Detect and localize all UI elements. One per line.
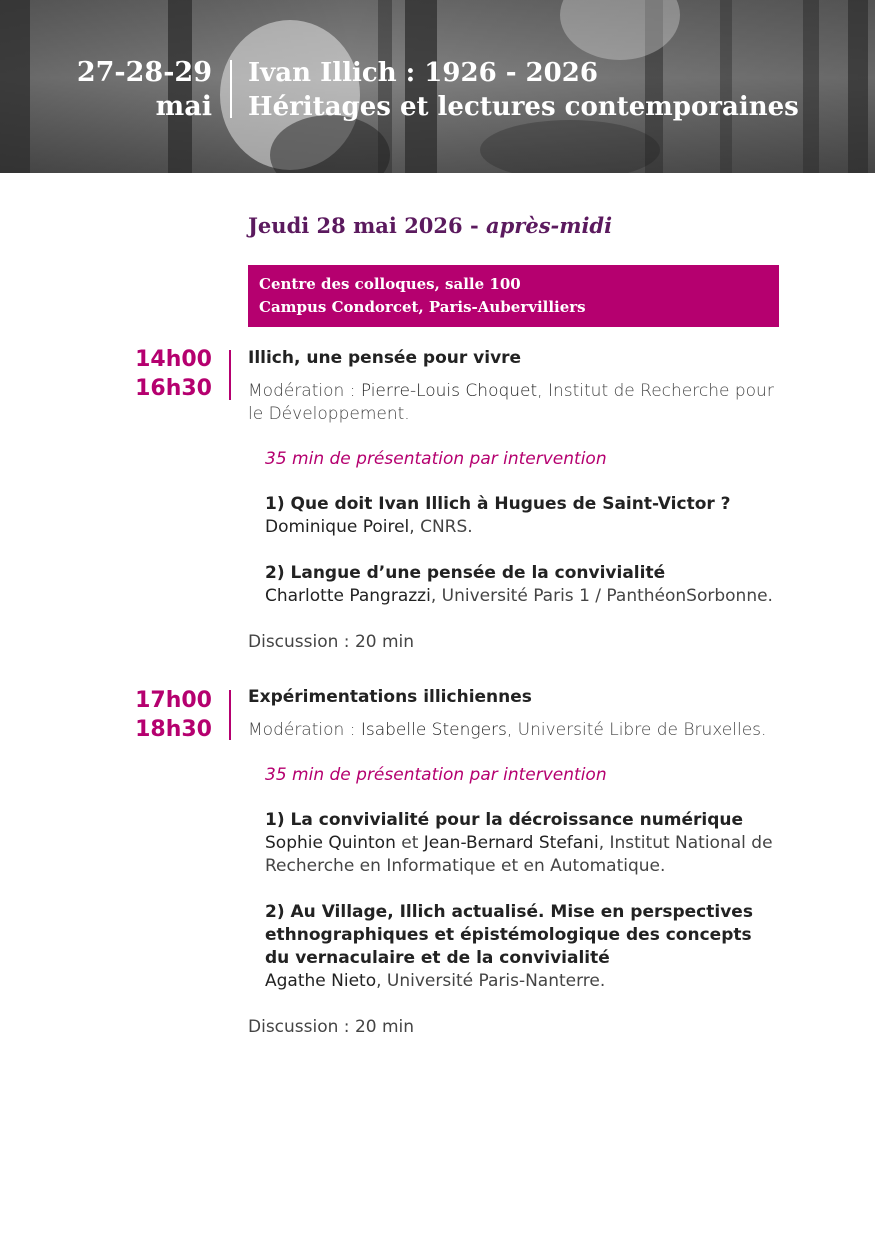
venue-line2: Campus Condorcet, Paris-Aubervilliers: [259, 298, 586, 316]
speaker-name: Agathe Nieto: [265, 971, 377, 991]
speaker-affiliation: , CNRS.: [409, 517, 473, 537]
speaker-affiliation: , Institut National de Recherche en Informatique et en Automatique.: [265, 833, 773, 876]
event-title-line1: Ivan Illich : 1926 - 2026: [248, 58, 598, 88]
session-block: [248, 347, 778, 653]
session-end-time: 18h30: [135, 717, 212, 742]
session-moderation: [248, 719, 778, 742]
speaker-connector: et: [395, 833, 424, 853]
talk-title: 2) Au Village, Illich actualisé. Mise en perspectives ethnographiques et épistémologique des concepts du vernaculaire et de la convivialité: [265, 902, 753, 968]
event-dates-month: mai: [155, 91, 212, 122]
session-end-time: 16h30: [135, 376, 212, 401]
event-dates-days: 27-28-29: [76, 57, 212, 88]
session-time-divider: [229, 350, 231, 400]
speaker-affiliation: , Université Paris 1 / PanthéonSorbonne.: [430, 586, 773, 606]
event-title-line2: Héritages et lectures contemporaines: [248, 92, 799, 122]
session-block: [248, 686, 778, 1038]
talk-speaker: [265, 516, 778, 539]
session-format: 35 min de présentation par intervention: [265, 765, 607, 785]
event-title: [248, 56, 799, 124]
talk-speaker: [265, 585, 778, 608]
moderator-name: Pierre-Louis Choquet: [360, 381, 538, 401]
session-moderation: [248, 380, 778, 426]
session-time: [118, 686, 212, 744]
day-date: Jeudi 28 mai 2026 -: [248, 213, 486, 238]
speaker-name: Dominique Poirel: [265, 517, 410, 537]
header-divider: [230, 60, 232, 118]
day-part: après-midi: [485, 213, 613, 238]
speaker-name: Sophie Quinton: [265, 833, 396, 853]
session-start-time: 14h00: [135, 347, 212, 372]
session-time: [118, 345, 212, 403]
talk-item: [265, 493, 778, 539]
talk-speaker: [265, 832, 778, 878]
header-banner-photo: [0, 0, 875, 173]
talk-title: 2) Langue d’une pensée de la convivialité: [265, 563, 666, 583]
speaker-name: Jean-Bernard Stefani: [423, 833, 599, 853]
talk-item: [265, 562, 778, 608]
talk-speaker: [265, 970, 778, 993]
speaker-affiliation: , Université Paris-Nanterre.: [376, 971, 606, 991]
talk-item: [265, 901, 778, 993]
moderation-label: Modération :: [248, 720, 361, 740]
talk-title: 1) Que doit Ivan Illich à Hugues de Saint-Victor ?: [265, 494, 731, 514]
event-dates: [52, 56, 212, 124]
moderator-affiliation: , Institut de Recherche pour le Développement.: [248, 381, 774, 424]
session-discussion: Discussion : 20 min: [248, 1017, 415, 1037]
moderation-label: Modération :: [248, 381, 361, 401]
talk-item: [265, 809, 778, 878]
session-title: Expérimentations illichiennes: [248, 687, 532, 707]
session-title: Illich, une pensée pour vivre: [248, 348, 522, 368]
session-discussion: Discussion : 20 min: [248, 632, 415, 652]
session-time-divider: [229, 690, 231, 740]
day-heading: [248, 213, 612, 238]
session-format: 35 min de présentation par intervention: [265, 449, 607, 469]
venue-line1: Centre des colloques, salle 100: [259, 275, 521, 293]
venue-box: [248, 265, 779, 327]
session-start-time: 17h00: [135, 688, 212, 713]
speaker-name: Charlotte Pangrazzi: [265, 586, 431, 606]
talk-title: 1) La convivialité pour la décroissance numérique: [265, 810, 744, 830]
moderator-affiliation: , Université Libre de Bruxelles.: [506, 720, 767, 740]
moderator-name: Isabelle Stengers: [360, 720, 507, 740]
